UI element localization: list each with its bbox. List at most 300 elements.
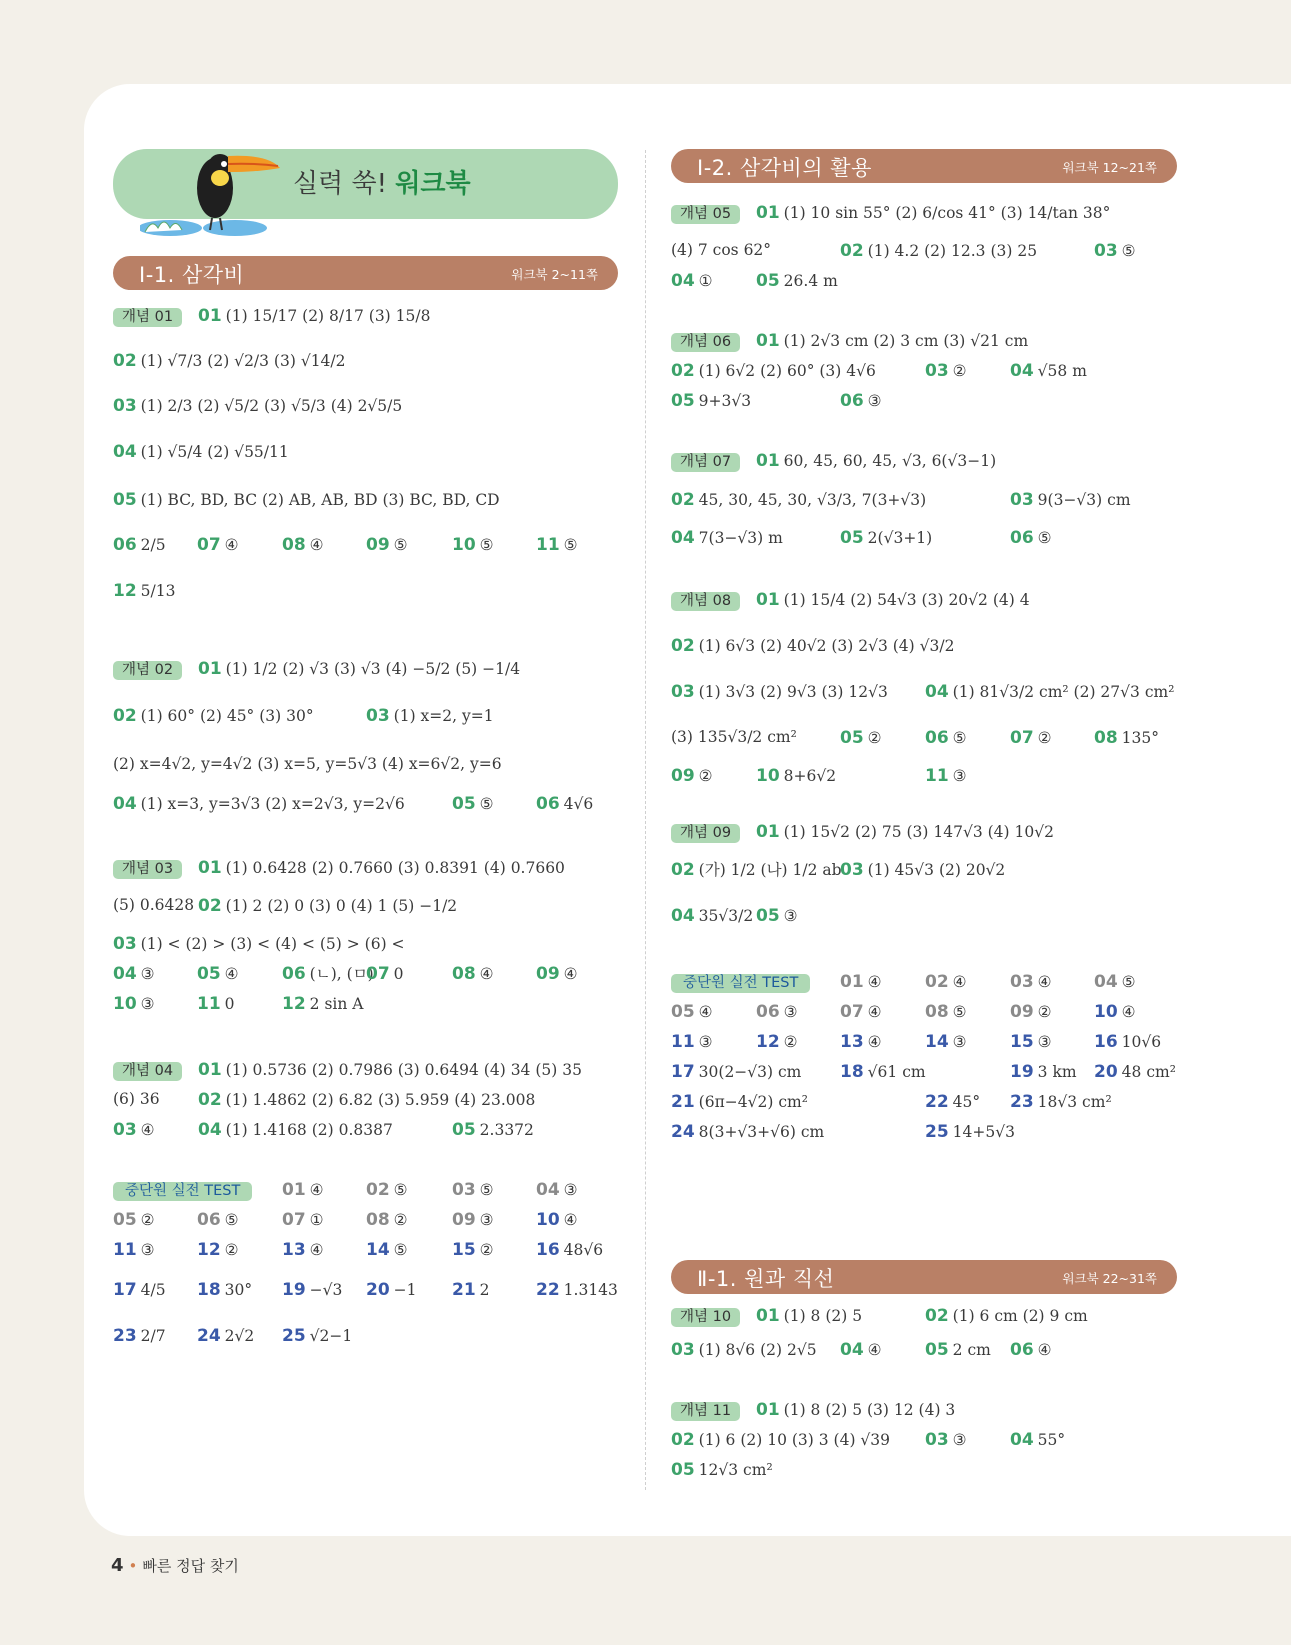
answer-item xyxy=(113,1092,160,1108)
unit-test-tag: 중단원 실전 TEST xyxy=(113,1182,252,1201)
answer-item xyxy=(925,1004,967,1021)
question-number: 03 xyxy=(113,1120,137,1140)
question-number: 04 xyxy=(113,442,137,462)
question-number: 05 xyxy=(671,1002,695,1022)
answer-text: (6) 36 xyxy=(113,1090,160,1108)
answer-item xyxy=(671,453,750,472)
answer-text: ④ xyxy=(1121,1003,1136,1021)
answer-text: ⑤ xyxy=(224,1211,239,1229)
question-number: 03 xyxy=(840,860,864,880)
question-number: 04 xyxy=(113,794,137,814)
answer-text: ② xyxy=(952,362,967,380)
question-number: 13 xyxy=(282,1240,306,1260)
answer-text: ⑤ xyxy=(1121,973,1136,991)
answer-item xyxy=(113,1242,155,1259)
answer-text: ② xyxy=(698,767,713,785)
question-number: 11 xyxy=(671,1032,695,1052)
answer-text: (1) 3√3 (2) 9√3 (3) 12√3 xyxy=(698,683,888,701)
answer-item xyxy=(113,444,289,461)
answer-text: √61 cm xyxy=(867,1063,926,1081)
answer-item xyxy=(671,638,954,655)
answer-text: (1) 0.5736 (2) 0.7986 (3) 0.6494 (4) 34 (5) 35 xyxy=(225,1061,582,1079)
answer-item xyxy=(197,996,235,1013)
answer-text: ④ xyxy=(867,1033,882,1051)
question-number: 03 xyxy=(925,1430,949,1450)
section-pages: 워크북 12~21쪽 xyxy=(1062,160,1157,175)
answer-text: ③ xyxy=(698,1033,713,1051)
answer-text: ④ xyxy=(952,973,967,991)
question-number: 02 xyxy=(671,860,695,880)
answer-item xyxy=(452,966,494,983)
question-number: 01 xyxy=(756,451,780,471)
question-number: 12 xyxy=(197,1240,221,1260)
answer-item xyxy=(536,796,593,813)
answer-item xyxy=(366,1282,417,1299)
concept-tag: 개념 11 xyxy=(671,1402,740,1421)
answer-item xyxy=(671,862,842,879)
answer-item xyxy=(840,1342,882,1359)
question-number: 06 xyxy=(282,964,306,984)
answer-item xyxy=(366,537,408,554)
answer-text: ⑤ xyxy=(479,1181,494,1199)
question-number: 02 xyxy=(671,361,695,381)
answer-text: 2.3372 xyxy=(479,1121,534,1139)
answer-item xyxy=(452,1182,494,1199)
question-number: 02 xyxy=(925,972,949,992)
question-number: 22 xyxy=(925,1092,949,1112)
answer-item xyxy=(282,1328,352,1345)
answer-item xyxy=(1010,1094,1112,1111)
answer-item xyxy=(756,592,1030,609)
answer-text: 55° xyxy=(1037,1431,1066,1449)
answer-text: (1) √7/3 (2) √2/3 (3) √14/2 xyxy=(140,352,346,370)
answer-item xyxy=(113,1282,166,1299)
section-title: Ⅱ-1. 원과 직선 xyxy=(697,1267,835,1291)
concept-tag: 개념 03 xyxy=(113,860,182,879)
section-header-2-1 xyxy=(671,1260,1177,1294)
answer-text: ⑤ xyxy=(393,1181,408,1199)
answer-item xyxy=(925,1034,967,1051)
answer-item xyxy=(113,661,192,680)
answer-text: (1) 45√3 (2) 20√2 xyxy=(867,861,1006,879)
answer-text: ② xyxy=(867,729,882,747)
question-number: 04 xyxy=(671,528,695,548)
answer-text: ④ xyxy=(867,973,882,991)
answer-text: ④ xyxy=(309,1241,324,1259)
answer-text: (1) 1.4168 (2) 0.8387 xyxy=(225,1121,393,1139)
answer-text: 2/5 xyxy=(140,536,166,554)
answer-item xyxy=(671,393,751,410)
answer-text: 4/5 xyxy=(140,1281,166,1299)
answer-item xyxy=(671,1064,801,1081)
answer-item xyxy=(925,1342,991,1359)
answer-text: (2) x=4√2, y=4√2 (3) x=5, y=5√3 (4) x=6√2, y=6 xyxy=(113,755,502,773)
answer-item xyxy=(1094,1004,1136,1021)
question-number: 03 xyxy=(671,682,695,702)
answer-text: (가) 1/2 (나) 1/2 ab xyxy=(698,861,842,879)
question-number: 04 xyxy=(671,271,695,291)
question-number: 02 xyxy=(671,636,695,656)
answer-text: ⑤ xyxy=(952,1003,967,1021)
answer-text: 30° xyxy=(224,1281,253,1299)
question-number: 14 xyxy=(366,1240,390,1260)
answer-text: ③ xyxy=(952,1033,967,1051)
answer-item xyxy=(366,1212,408,1229)
answer-text: ④ xyxy=(563,965,578,983)
question-number: 06 xyxy=(197,1210,221,1230)
question-number: 01 xyxy=(756,203,780,223)
answer-text: ② xyxy=(1037,729,1052,747)
banner-title-part2: 워크북 xyxy=(395,169,471,199)
answer-item xyxy=(536,537,578,554)
section-header-1-2 xyxy=(671,149,1177,183)
answer-text: ⑤ xyxy=(952,729,967,747)
answer-item xyxy=(198,1062,582,1079)
answer-item xyxy=(671,1342,817,1359)
answer-item xyxy=(756,1308,862,1325)
answer-item xyxy=(925,1432,967,1449)
question-number: 10 xyxy=(113,994,137,1014)
answer-item xyxy=(756,333,1028,350)
section-title: Ⅰ-1. 삼각비 xyxy=(139,263,245,287)
question-number: 06 xyxy=(1010,528,1034,548)
answer-item xyxy=(925,768,967,785)
answer-item xyxy=(840,862,1005,879)
answer-item xyxy=(1094,243,1136,260)
answer-item xyxy=(452,537,494,554)
answer-item xyxy=(366,708,494,725)
question-number: 04 xyxy=(840,1340,864,1360)
answer-item xyxy=(198,661,520,678)
question-number: 23 xyxy=(113,1326,137,1346)
answer-text: 2 sin A xyxy=(309,995,364,1013)
question-number: 02 xyxy=(198,896,222,916)
question-number: 07 xyxy=(197,535,221,555)
answer-text: (1) 6√2 (2) 60° (3) 4√6 xyxy=(698,362,876,380)
answer-item xyxy=(197,1328,254,1345)
answer-item xyxy=(113,1212,155,1229)
answer-text: ④ xyxy=(698,1003,713,1021)
question-number: 18 xyxy=(840,1062,864,1082)
question-number: 04 xyxy=(925,682,949,702)
question-number: 01 xyxy=(198,306,222,326)
answer-text: (1) 2 (2) 0 (3) 0 (4) 1 (5) −1/2 xyxy=(225,897,458,915)
answer-text: 2 xyxy=(479,1281,490,1299)
answer-item xyxy=(756,824,1054,841)
answer-text: ③ xyxy=(479,1211,494,1229)
answer-item xyxy=(671,684,888,701)
answer-item xyxy=(113,708,314,725)
question-number: 02 xyxy=(366,1180,390,1200)
answer-text: ③ xyxy=(867,392,882,410)
question-number: 13 xyxy=(840,1032,864,1052)
answer-text: (1) 1/2 (2) √3 (3) √3 (4) −5/2 (5) −1/4 xyxy=(225,660,521,678)
answer-item xyxy=(197,537,239,554)
question-number: 12 xyxy=(756,1032,780,1052)
answer-text: ④ xyxy=(224,536,239,554)
answer-item xyxy=(198,898,457,915)
answer-text: (1) x=3, y=3√3 (2) x=2√3, y=2√6 xyxy=(140,795,405,813)
answer-item xyxy=(671,1402,750,1421)
question-number: 07 xyxy=(840,1002,864,1022)
question-number: 04 xyxy=(113,964,137,984)
question-number: 02 xyxy=(671,490,695,510)
section-title: Ⅰ-2. 삼각비의 활용 xyxy=(697,156,872,180)
concept-tag: 개념 06 xyxy=(671,333,740,352)
answer-text: ④ xyxy=(140,1121,155,1139)
answer-text: ④ xyxy=(867,1003,882,1021)
answer-text: ④ xyxy=(309,536,324,554)
question-number: 01 xyxy=(756,590,780,610)
question-number: 05 xyxy=(756,271,780,291)
question-number: 01 xyxy=(756,1306,780,1326)
question-number: 05 xyxy=(671,1460,695,1480)
answer-item xyxy=(671,1462,773,1479)
answer-item xyxy=(671,530,783,547)
answer-text: (6π−4√2) cm² xyxy=(698,1093,808,1111)
answer-item xyxy=(197,1242,239,1259)
page-footer xyxy=(111,1555,239,1576)
answer-item xyxy=(198,308,430,325)
question-number: 05 xyxy=(671,391,695,411)
question-number: 08 xyxy=(925,1002,949,1022)
answer-text: 7(3−√3) m xyxy=(698,529,783,547)
answer-item xyxy=(452,1122,534,1139)
answer-item xyxy=(671,243,771,259)
answer-item xyxy=(1010,1004,1052,1021)
answer-text: 26.4 m xyxy=(783,272,838,290)
answer-text: (1) 8 (2) 5 (3) 12 (4) 3 xyxy=(783,1401,956,1419)
unit-test-tag: 중단원 실전 TEST xyxy=(671,974,810,993)
answer-item xyxy=(1010,974,1052,991)
answer-text: ② xyxy=(224,1241,239,1259)
answer-item xyxy=(671,1432,890,1449)
answer-item xyxy=(756,1402,955,1419)
answer-text: (1) 15√2 (2) 75 (3) 147√3 (4) 10√2 xyxy=(783,823,1054,841)
answer-text: √2−1 xyxy=(309,1327,353,1345)
question-number: 05 xyxy=(840,528,864,548)
question-number: 12 xyxy=(113,581,137,601)
answer-text: ① xyxy=(309,1211,324,1229)
question-number: 01 xyxy=(756,331,780,351)
answer-item xyxy=(282,537,324,554)
question-number: 05 xyxy=(452,794,476,814)
answer-text: ③ xyxy=(952,767,967,785)
answer-item xyxy=(536,1282,618,1299)
answer-item xyxy=(840,1034,882,1051)
answer-text: ④ xyxy=(563,1211,578,1229)
answer-item xyxy=(840,1064,926,1081)
answer-item xyxy=(671,205,750,224)
question-number: 17 xyxy=(113,1280,137,1300)
question-number: 03 xyxy=(452,1180,476,1200)
answer-text: (1) 60° (2) 45° (3) 30° xyxy=(140,707,314,725)
answer-text: 35√3/2 xyxy=(698,907,754,925)
answer-text: 135° xyxy=(1121,729,1160,747)
answer-text: ③ xyxy=(783,907,798,925)
question-number: 24 xyxy=(671,1122,695,1142)
question-number: 06 xyxy=(756,1002,780,1022)
answer-item xyxy=(756,1034,798,1051)
answer-text: (1) 6√3 (2) 40√2 (3) 2√3 (4) √3/2 xyxy=(698,637,955,655)
question-number: 05 xyxy=(452,1120,476,1140)
column-divider xyxy=(645,150,646,1490)
answer-text: (3) 135√3/2 cm² xyxy=(671,728,797,746)
answer-text: 0 xyxy=(224,995,235,1013)
answer-text: 2/7 xyxy=(140,1327,166,1345)
answer-item xyxy=(1094,1034,1161,1051)
answer-text: 45, 30, 45, 30, √3/3, 7(3+√3) xyxy=(698,491,927,509)
answer-text: 30(2−√3) cm xyxy=(698,1063,802,1081)
question-number: 25 xyxy=(282,1326,306,1346)
answer-text: 2√2 xyxy=(224,1327,255,1345)
answer-item xyxy=(840,1004,882,1021)
answer-text: (1) 1.4862 (2) 6.82 (3) 5.959 (4) 23.008 xyxy=(225,1091,536,1109)
answer-text: ⑤ xyxy=(1121,242,1136,260)
question-number: 02 xyxy=(671,1430,695,1450)
answer-item xyxy=(925,730,967,747)
answer-text: √58 m xyxy=(1037,362,1087,380)
question-number: 08 xyxy=(366,1210,390,1230)
footer-dot: • xyxy=(128,1557,138,1575)
question-number: 01 xyxy=(840,972,864,992)
answer-text: ④ xyxy=(1037,1341,1052,1359)
answer-item xyxy=(197,1212,239,1229)
question-number: 01 xyxy=(282,1180,306,1200)
answer-text: 3 km xyxy=(1037,1063,1077,1081)
concept-tag: 개념 01 xyxy=(113,308,182,327)
answer-item xyxy=(671,974,810,993)
answer-text: (1) 15/4 (2) 54√3 (3) 20√2 (4) 4 xyxy=(783,591,1030,609)
answer-text: (1) 6 (2) 10 (3) 3 (4) √39 xyxy=(698,1431,891,1449)
answer-text: ⑤ xyxy=(563,536,578,554)
question-number: 08 xyxy=(1094,728,1118,748)
question-number: 06 xyxy=(840,391,864,411)
answer-item xyxy=(756,908,798,925)
answer-text: ⑤ xyxy=(1037,529,1052,547)
answer-item xyxy=(282,1282,342,1299)
answer-item xyxy=(1010,1034,1052,1051)
answer-text: 48√6 xyxy=(563,1241,604,1259)
answer-item xyxy=(925,1124,1015,1141)
answer-item xyxy=(840,243,1037,260)
question-number: 03 xyxy=(1010,490,1034,510)
answer-item xyxy=(113,308,192,327)
concept-tag: 개념 05 xyxy=(671,205,740,224)
answer-text: ⑤ xyxy=(393,536,408,554)
answer-item xyxy=(756,453,996,470)
question-number: 07 xyxy=(282,1210,306,1230)
answer-text: ④ xyxy=(867,1341,882,1359)
question-number: 11 xyxy=(113,1240,137,1260)
answer-item xyxy=(671,908,753,925)
question-number: 04 xyxy=(1010,1430,1034,1450)
question-number: 19 xyxy=(282,1280,306,1300)
answer-text: (1) x=2, y=1 xyxy=(393,707,494,725)
question-number: 11 xyxy=(197,994,221,1014)
answer-text: ③ xyxy=(140,1241,155,1259)
answer-item xyxy=(671,273,713,290)
answer-item xyxy=(282,996,363,1013)
answer-text: (1) 15/17 (2) 8/17 (3) 15/8 xyxy=(225,307,431,325)
answer-item xyxy=(198,1092,535,1109)
question-number: 04 xyxy=(198,1120,222,1140)
answer-item xyxy=(113,996,155,1013)
answer-item xyxy=(366,966,404,983)
answer-text: ② xyxy=(140,1211,155,1229)
answer-item xyxy=(671,1004,713,1021)
answer-item xyxy=(113,796,405,813)
answer-text: (1) 8 (2) 5 xyxy=(783,1307,863,1325)
answer-item xyxy=(671,592,750,611)
answer-text: (1) √5/4 (2) √55/11 xyxy=(140,443,289,461)
answer-item xyxy=(113,936,405,953)
question-number: 20 xyxy=(1094,1062,1118,1082)
question-number: 01 xyxy=(198,659,222,679)
answer-text: ④ xyxy=(309,1181,324,1199)
answer-item xyxy=(756,205,1110,222)
answer-text: (1) < (2) > (3) < (4) < (5) > (6) < xyxy=(140,935,405,953)
answer-text: ③ xyxy=(563,1181,578,1199)
concept-tag: 개념 04 xyxy=(113,1062,182,1081)
answer-item xyxy=(671,768,713,785)
answer-item xyxy=(113,1062,192,1081)
question-number: 05 xyxy=(113,490,137,510)
question-number: 06 xyxy=(1010,1340,1034,1360)
answer-item xyxy=(756,1004,798,1021)
footer-title: 빠른 정답 찾기 xyxy=(142,1557,239,1575)
question-number: 15 xyxy=(1010,1032,1034,1052)
answer-item xyxy=(536,966,578,983)
banner-title-part1: 실력 쑥! xyxy=(293,169,388,199)
answer-item xyxy=(671,333,750,352)
question-number: 05 xyxy=(113,1210,137,1230)
question-number: 19 xyxy=(1010,1062,1034,1082)
question-number: 12 xyxy=(282,994,306,1014)
question-number: 02 xyxy=(113,351,137,371)
answer-item xyxy=(671,1094,808,1111)
answer-text: 9+3√3 xyxy=(698,392,752,410)
question-number: 20 xyxy=(366,1280,390,1300)
answer-item xyxy=(113,757,502,773)
answer-item xyxy=(1010,530,1052,547)
answer-item xyxy=(925,363,967,380)
question-number: 04 xyxy=(536,1180,560,1200)
question-number: 10 xyxy=(452,535,476,555)
question-number: 24 xyxy=(197,1326,221,1346)
answer-item xyxy=(756,273,838,290)
concept-tag: 개념 09 xyxy=(671,824,740,843)
answer-text: ④ xyxy=(479,965,494,983)
answer-text: ② xyxy=(1037,1003,1052,1021)
answer-item xyxy=(366,1182,408,1199)
question-number: 04 xyxy=(671,906,695,926)
answer-item xyxy=(840,974,882,991)
question-number: 02 xyxy=(925,1306,949,1326)
answer-item xyxy=(452,1212,494,1229)
question-number: 02 xyxy=(113,706,137,726)
answer-text: ③ xyxy=(140,995,155,1013)
question-number: 06 xyxy=(536,794,560,814)
concept-tag: 개념 10 xyxy=(671,1308,740,1327)
answer-item xyxy=(756,768,836,785)
question-number: 07 xyxy=(366,964,390,984)
answer-text: 12√3 cm² xyxy=(698,1461,773,1479)
answer-text: 10√6 xyxy=(1121,1033,1162,1051)
answer-text: 8+6√2 xyxy=(783,767,837,785)
answer-text: 9(3−√3) cm xyxy=(1037,491,1131,509)
answer-text: (1) BC, BD, BC (2) AB, AB, BD (3) BC, BD, CD xyxy=(140,491,500,509)
